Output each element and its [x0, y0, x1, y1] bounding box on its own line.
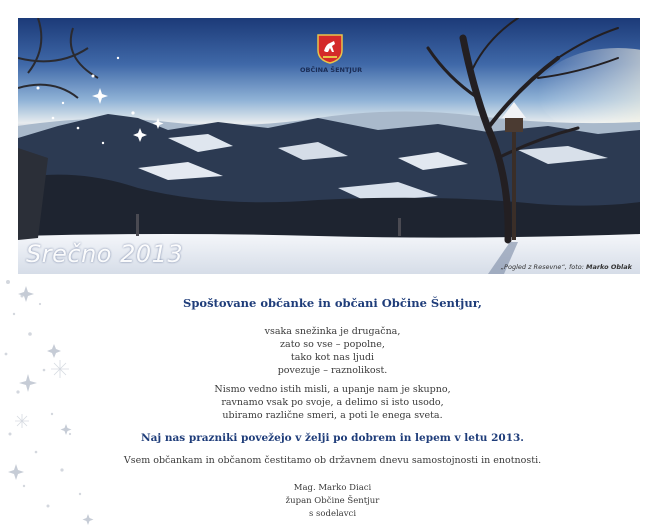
signature-name: Mag. Marko Diaci: [293, 483, 372, 493]
photo-credit: [501, 263, 632, 271]
poem-line: zato so vse – popolne,: [280, 339, 385, 350]
paragraph-spacer: [0, 445, 665, 454]
holiday-wish: Naj nas prazniki povežejo v želji po dobrem in lepem v letu 2013.: [141, 432, 524, 444]
poem-line: tako kot nas ljudi: [290, 352, 375, 363]
poem-line: povezuje – raznolikost.: [277, 365, 388, 376]
poem-line: vsaka snežinka je drugačna,: [264, 326, 401, 337]
photo-credit-label: foto:: [568, 263, 584, 271]
independence-day-congratulation: Vsem občankam in občanom čestitamo ob državnem dnevu samostojnosti in enotnosti.: [123, 455, 542, 466]
paragraph-spacer: [0, 467, 665, 482]
new-year-greeting: Srečno 2013: [26, 240, 184, 268]
paragraph-spacer: [0, 422, 665, 432]
poem-line: Nismo vedno istih misli, a upanje nam je skupno,: [214, 384, 451, 395]
photographer-name: Marko Oblak: [586, 263, 632, 271]
coat-of-arms-icon: [317, 34, 343, 64]
signature-with-colleagues: s sodelavci: [308, 509, 357, 519]
municipality-logo: [300, 34, 363, 74]
photo-caption: „Pogled z Resevne“,: [500, 263, 567, 271]
header-banner-photo: [18, 18, 640, 274]
poem-line: ravnamo vsak po svoje, a delimo si isto usodo,: [221, 397, 444, 408]
letter-salutation: Spoštovane občanke in občani Občine Šentjur,: [183, 296, 482, 310]
signature-title: župan Občine Šentjur: [285, 496, 380, 506]
poem-line: ubiramo različne smeri, a poti le enega sveta.: [222, 410, 443, 421]
municipality-name: OBČINA ŠENTJUR: [300, 66, 363, 74]
letter-body: [0, 325, 665, 521]
